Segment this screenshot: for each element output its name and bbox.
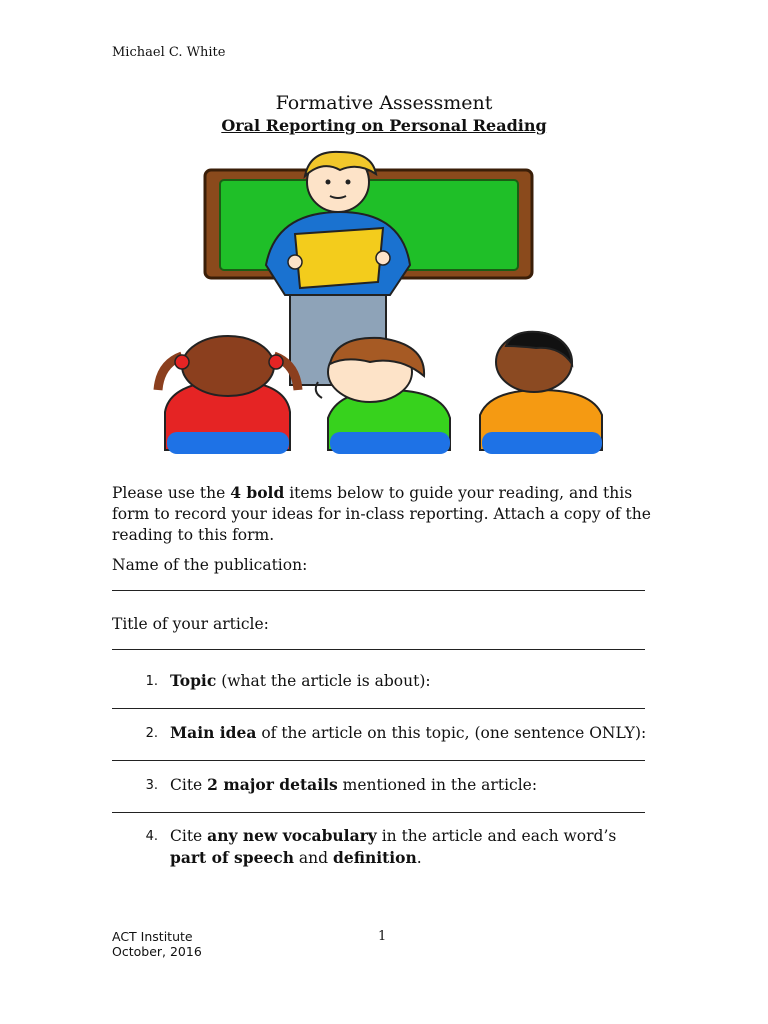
footer-org-block xyxy=(112,929,202,959)
publication-name-label: Name of the publication: xyxy=(112,556,308,574)
article-title-label: Title of your article: xyxy=(112,615,269,633)
list-item-topic: 1. Topic (what the article is about): xyxy=(112,670,652,692)
author-name: Michael C. White xyxy=(112,45,226,60)
publication-name-line[interactable] xyxy=(112,590,645,591)
list-number: 1. xyxy=(145,674,158,689)
article-title-line[interactable] xyxy=(112,649,645,650)
footer-date: October, 2016 xyxy=(112,944,202,959)
student-boy-orange-figure xyxy=(480,332,602,454)
document-subtitle: Oral Reporting on Personal Reading xyxy=(221,116,547,135)
instructions-paragraph: Please use the 4 bold items below to guide your reading, and this form to record your ideas for in-class reporting. Attach a copy of the reading to this form. xyxy=(112,483,651,544)
page-number: 1 xyxy=(378,929,387,944)
major-details-answer-line[interactable] xyxy=(112,812,645,813)
classroom-presentation-illustration xyxy=(140,150,630,460)
list-number: 4. xyxy=(145,829,158,844)
topic-answer-line[interactable] xyxy=(112,708,645,709)
footer-org: ACT Institute xyxy=(112,929,193,944)
student-boy-green-figure xyxy=(316,338,450,454)
list-item-vocabulary: 4. Cite any new vocabulary in the article and each word’s part of speech and definition. xyxy=(112,825,652,869)
student-girl-figure xyxy=(158,336,298,454)
main-idea-answer-line[interactable] xyxy=(112,760,645,761)
list-number: 2. xyxy=(145,726,158,741)
document-title: Formative Assessment xyxy=(275,92,493,114)
list-number: 3. xyxy=(145,778,158,793)
list-item-major-details: 3. Cite 2 major details mentioned in the article: xyxy=(112,774,652,796)
list-item-main-idea: 2. Main idea of the article on this topic, (one sentence ONLY): xyxy=(112,722,652,744)
